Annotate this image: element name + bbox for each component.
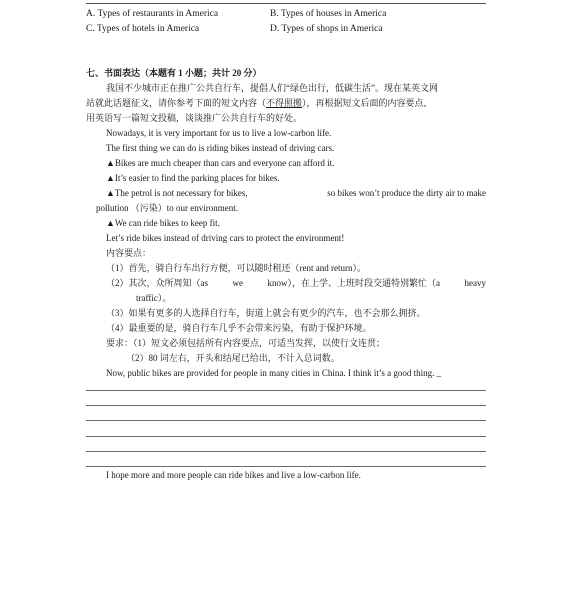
top-rule (86, 3, 486, 4)
writing-line[interactable] (86, 466, 486, 467)
option-row-1 (86, 7, 486, 22)
passage-line-5 (86, 186, 486, 201)
closing-sentence: I hope more and more people can ride bikes and live a low-carbon life. (106, 470, 361, 480)
opening-sentence: Now, public bikes are provided for people in many cities in China. I think it’s a good thing. _ (106, 368, 442, 378)
writing-line[interactable] (86, 390, 486, 391)
point-1: （1）首先，骑自行车出行方便，可以随时租还（rent and return）。 (106, 263, 366, 273)
point-2c: know），在上学、上班时段交通特别繁忙（a (267, 278, 440, 288)
writing-line[interactable] (86, 420, 486, 421)
passage-line-2: The first thing we can do is riding bikes instead of driving cars. (106, 143, 335, 153)
writing-line[interactable] (86, 436, 486, 437)
passage-line-5a: ▲The petrol is not necessary for bikes, (106, 188, 248, 198)
option-d: D. Types of shops in America (270, 24, 383, 34)
passage-line-3: ▲Bikes are much cheaper than cars and everyone can afford it. (106, 158, 335, 168)
passage-line-7: ▲We can ride bikes to keep fit. (106, 218, 220, 228)
passage-line-8: Let’s ride bikes instead of driving cars to protect the environment! (106, 233, 345, 243)
writing-line[interactable] (86, 405, 486, 406)
requirement-1: 要求：（1）短文必须包括所有内容要点，可适当发挥，以使行文连贯； (106, 338, 386, 348)
point-2b: we (232, 278, 243, 288)
intro-line-3: 用英语写一篇短文投稿，谈谈推广公共自行车的好处。 (86, 113, 303, 123)
writing-lines (86, 390, 486, 481)
points-heading: 内容要点： (106, 248, 152, 258)
point-4: （4）最重要的是，骑自行车几乎不会带来污染，有助于保护环境。 (106, 323, 372, 333)
point-2a: （2）其次，众所周知（as (106, 278, 208, 288)
requirement-2: （2）80 词左右，开头和结尾已给出，不计入总词数。 (126, 353, 340, 363)
point-2d: heavy (464, 278, 486, 288)
point-2 (86, 276, 486, 291)
point-2-wrap: traffic）。 (136, 293, 172, 303)
writing-section (86, 66, 486, 381)
option-a: A. Types of restaurants in America (86, 9, 219, 19)
writing-line[interactable] (86, 451, 486, 452)
passage-line-1: Nowadays, it is very important for us to live a low-carbon life. (106, 128, 332, 138)
option-row-2 (86, 22, 486, 37)
answer-options (86, 7, 486, 37)
passage-line-6: pollution （污染）to our environment. (96, 203, 238, 213)
passage-line-4: ▲It’s easier to find the parking places for bikes. (106, 173, 280, 183)
intro-line-2a: 站就此话题征文，请你参考下面的短文内容（ (86, 98, 267, 108)
passage-line-5b: so bikes won’t produce the dirty air to make (327, 188, 486, 198)
option-b: B. Types of houses in America (270, 9, 387, 19)
intro-line-2 (86, 96, 486, 111)
option-c: C. Types of hotels in America (86, 24, 200, 34)
section-title: 七、书面表达（本题有 1 小题；共计 20 分） (86, 68, 262, 78)
intro-line-2b: ），再根据短文后面的内容要点， (302, 98, 433, 108)
intro-underlined: 不得照搬 (266, 98, 303, 108)
intro-line-1: 我国不少城市正在推广公共自行车，提倡人们“绿色出行，低碳生活”。现在某英文网 (106, 83, 438, 93)
point-3: （3）如果有更多的人选择自行车，街道上就会有更少的汽车，也不会那么拥挤。 (106, 308, 426, 318)
